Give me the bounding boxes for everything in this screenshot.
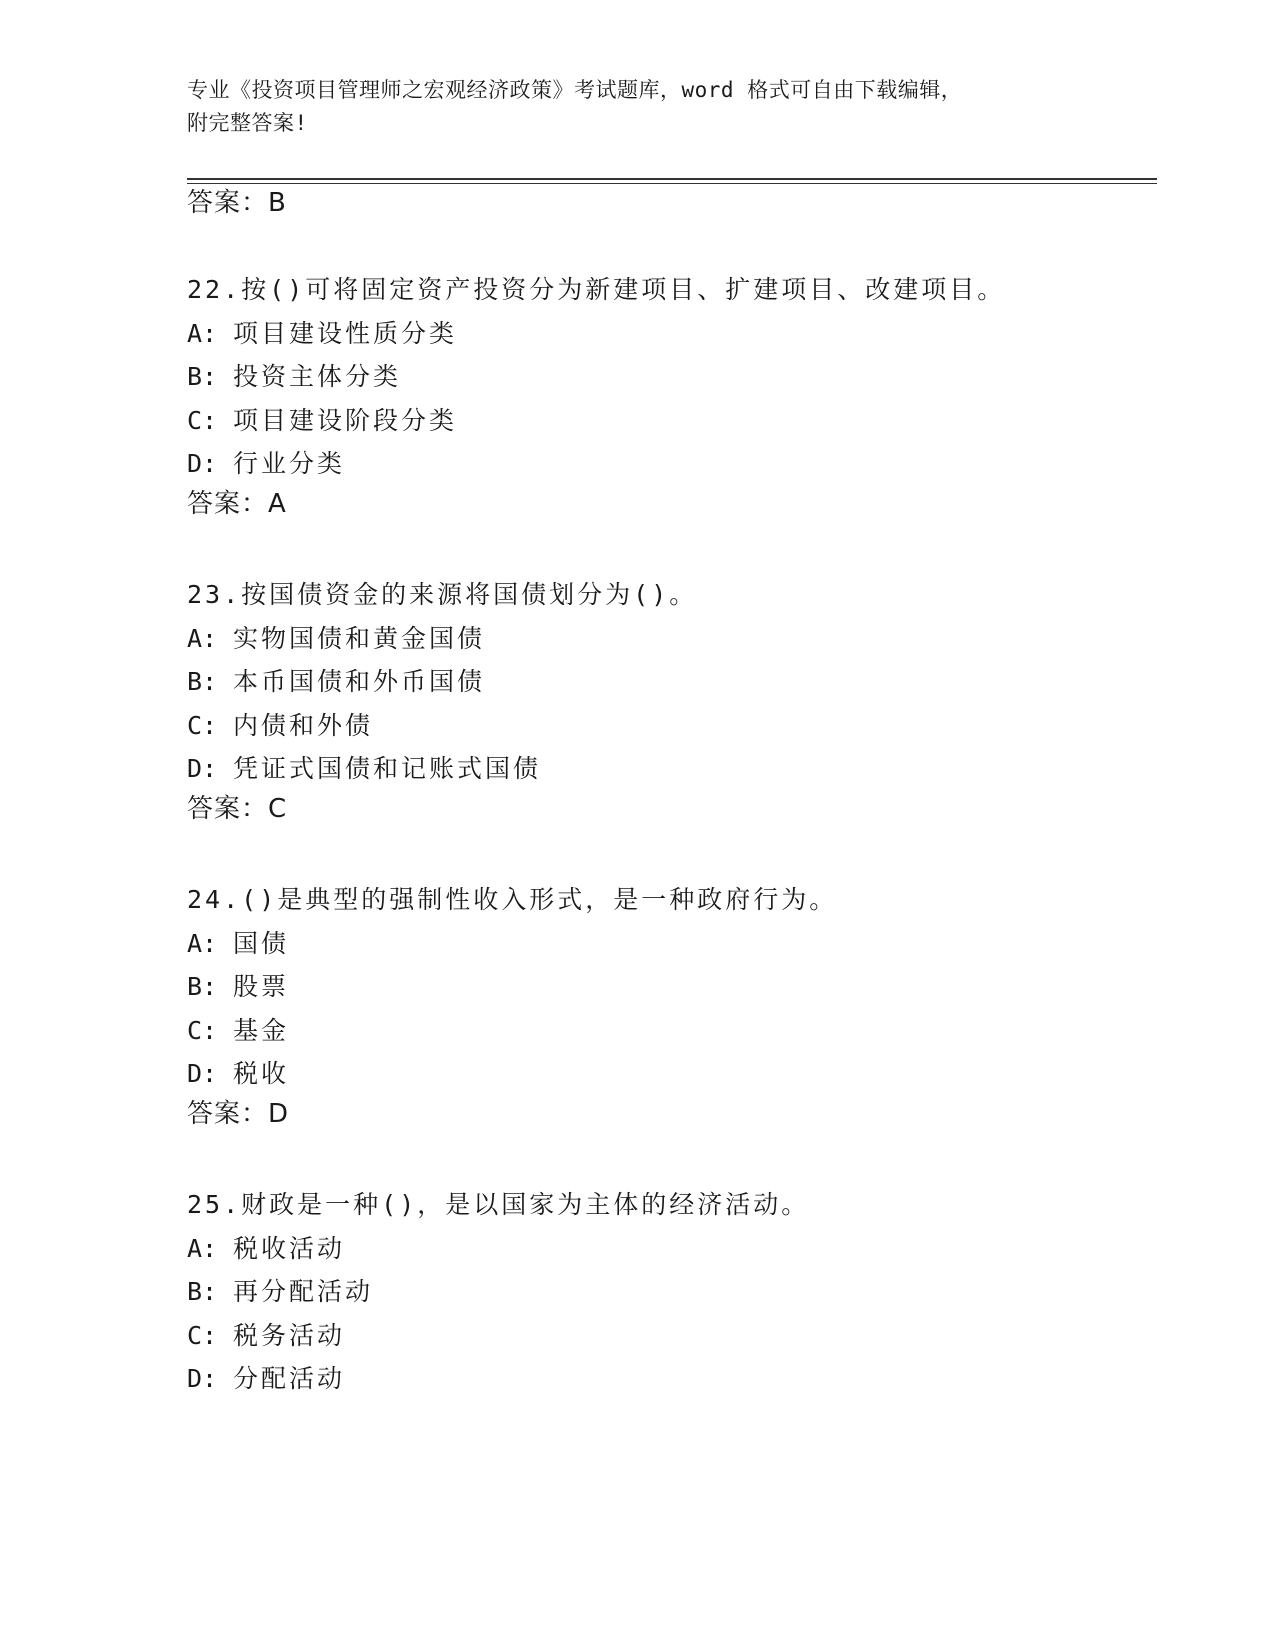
- answer-line: [187, 489, 287, 519]
- option-d: [187, 754, 541, 784]
- option-text: 行业分类: [233, 449, 346, 479]
- option-text: 税务活动: [233, 1320, 346, 1350]
- option-d: [187, 1364, 345, 1394]
- option-a: [187, 929, 289, 959]
- option-text: 分配活动: [233, 1364, 346, 1394]
- option-label: D:: [187, 449, 218, 479]
- option-label: C:: [187, 405, 218, 435]
- option-c: [187, 1016, 289, 1046]
- option-b: [187, 1277, 373, 1307]
- option-d: [187, 449, 345, 479]
- header-line-2: 附完整答案!: [187, 111, 308, 135]
- option-label: B:: [187, 1277, 218, 1307]
- option-label: A:: [187, 318, 218, 348]
- answer-value: B: [268, 188, 287, 218]
- option-text: 内债和外债: [233, 710, 374, 740]
- option-a: [187, 1234, 345, 1264]
- option-text: 投资主体分类: [233, 362, 402, 392]
- option-label: A:: [187, 1233, 218, 1263]
- answer-value: A: [268, 489, 287, 519]
- option-text: 凭证式国债和记账式国债: [233, 754, 542, 784]
- option-text: 股票: [233, 972, 290, 1002]
- option-text: 再分配活动: [233, 1277, 374, 1307]
- option-text: 项目建设阶段分类: [233, 405, 458, 435]
- answer-label: 答案：: [187, 1099, 269, 1129]
- option-c: [187, 1321, 345, 1351]
- option-label: B:: [187, 972, 218, 1002]
- option-a: [187, 319, 457, 349]
- option-label: C:: [187, 1320, 218, 1350]
- option-label: D:: [187, 754, 218, 784]
- option-text: 实物国债和黄金国债: [233, 623, 486, 653]
- answer-value: C: [268, 794, 288, 824]
- answer-line: [187, 794, 287, 824]
- option-label: D:: [187, 1059, 218, 1089]
- option-text: 国债: [233, 928, 290, 958]
- answer-line: [187, 1099, 289, 1129]
- answer-label: 答案：: [187, 188, 269, 218]
- option-label: C:: [187, 1015, 218, 1045]
- option-label: C:: [187, 710, 218, 740]
- option-d: [187, 1059, 289, 1089]
- answer-value: D: [268, 1099, 290, 1129]
- question-stem: 24.()是典型的强制性收入形式，是一种政府行为。: [187, 885, 838, 914]
- document-header: [187, 74, 1047, 140]
- header-line-1: 专业《投资项目管理师之宏观经济政策》考试题库，word 格式可自由下载编辑，: [187, 78, 963, 102]
- option-text: 项目建设性质分类: [233, 318, 458, 348]
- answer-label: 答案：: [187, 794, 269, 824]
- option-b: [187, 972, 289, 1002]
- option-text: 基金: [233, 1015, 290, 1045]
- question-stem: 22.按()可将固定资产投资分为新建项目、扩建项目、改建项目。: [187, 275, 1006, 304]
- option-text: 税收: [233, 1059, 290, 1089]
- option-text: 税收活动: [233, 1233, 346, 1263]
- option-a: [187, 624, 485, 654]
- option-text: 本币国债和外币国债: [233, 667, 486, 697]
- option-b: [187, 362, 401, 392]
- option-label: B:: [187, 667, 218, 697]
- option-label: A:: [187, 928, 218, 958]
- question-stem: 23.按国债资金的来源将国债划分为()。: [187, 580, 698, 609]
- option-b: [187, 667, 485, 697]
- option-label: D:: [187, 1364, 218, 1394]
- header-divider-thin: [187, 183, 1157, 184]
- option-label: A:: [187, 623, 218, 653]
- option-c: [187, 711, 373, 741]
- previous-answer: [187, 188, 287, 218]
- option-label: B:: [187, 362, 218, 392]
- option-c: [187, 406, 457, 436]
- question-stem: 25.财政是一种()，是以国家为主体的经济活动。: [187, 1190, 810, 1219]
- answer-label: 答案：: [187, 489, 269, 519]
- header-divider: [187, 178, 1157, 180]
